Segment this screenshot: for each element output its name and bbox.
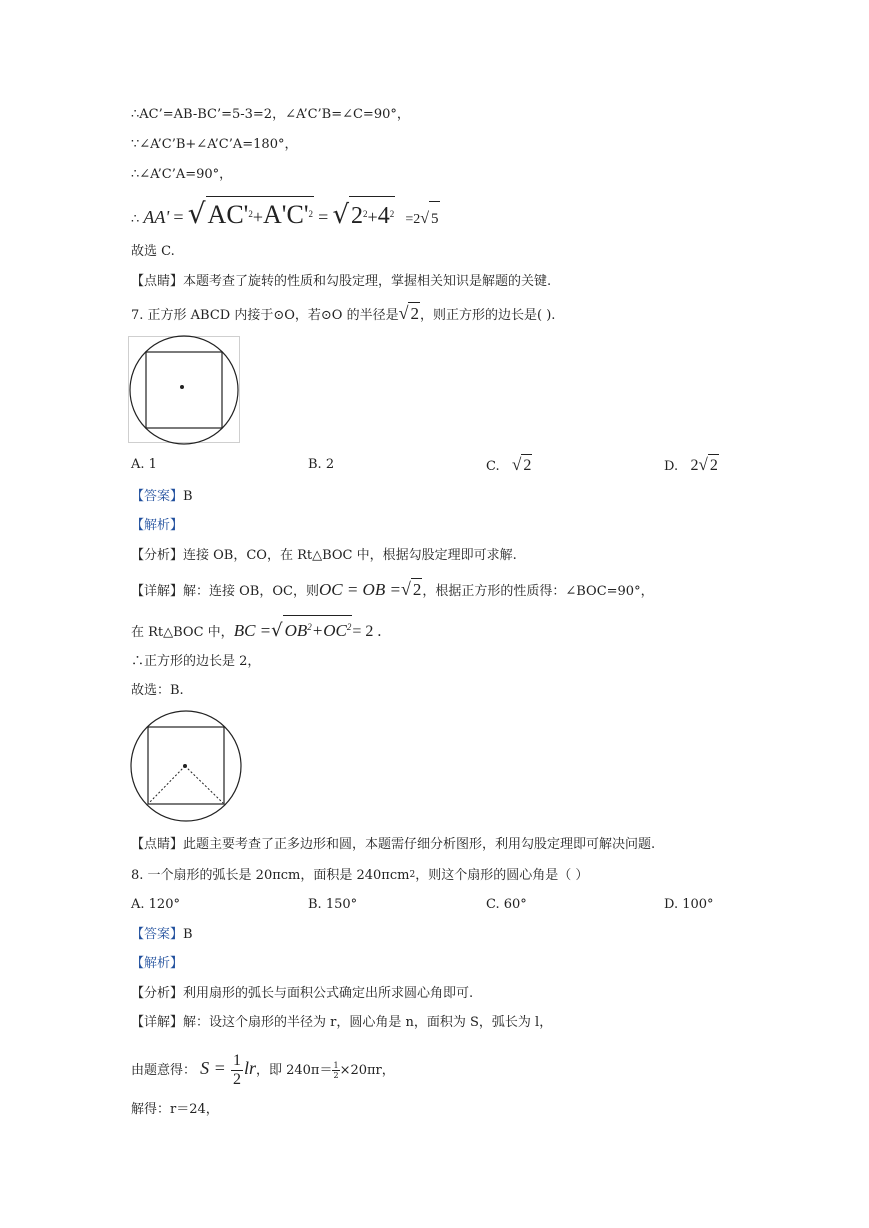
q8-option-c: C. 60° <box>486 897 527 912</box>
answer-value-8: B <box>183 927 193 942</box>
dianjing-text: 本题考查了旋转的性质和勾股定理，掌握相关知识是解题的关键. <box>183 274 552 289</box>
text-line-5: 故选 C. <box>131 244 175 259</box>
q8-formula-line <box>131 1046 395 1090</box>
q8-option-b: B. 150° <box>308 897 358 912</box>
q8-jiexi: 【解析】 <box>131 956 184 971</box>
q8-fraction-big <box>231 1052 243 1089</box>
plus-sign-2: + <box>367 207 378 227</box>
dianjing-1 <box>131 273 551 291</box>
bc-rhs: = 2 . <box>352 623 382 640</box>
q8-formula-mid: ，即 240π＝ <box>255 1063 333 1078</box>
q7-fenxi <box>131 547 517 565</box>
fenxi-label-8: 【分析】 <box>131 986 184 1001</box>
q7-option-d-radicand: 2 <box>708 454 719 477</box>
q7-jiexi: 【解析】 <box>131 518 184 533</box>
bc-exp-a: 2 <box>307 622 312 632</box>
segment-oc <box>185 766 223 803</box>
question-8 <box>131 866 588 885</box>
q8-sup: 2 <box>409 870 416 880</box>
q7-bc-line <box>131 615 381 644</box>
q7-option-c-sqrt: √ 2 <box>512 454 532 477</box>
dianjing-label-2: 【点睛】 <box>131 837 184 852</box>
xiangjie-math: OC = OB = <box>318 580 401 599</box>
center-point <box>180 385 184 389</box>
q7-xiangjie <box>131 578 654 603</box>
dianjing-text-2: 此题主要考查了正多边形和圆，本题需仔细分析图形，利用勾股定理即可解决问题. <box>183 837 656 852</box>
q8-fraction-big-den: 2 <box>232 1071 241 1088</box>
q8-text-a: 8. 一个扇形的弧长是 20πcm，面积是 240πcm <box>131 868 410 883</box>
bc-plus: + <box>311 621 324 640</box>
radicand-5: 5 <box>429 201 440 236</box>
q8-xiangjie <box>131 1014 552 1032</box>
q8-fraction-big-num: 1 <box>232 1052 241 1069</box>
figure-circle-square-2 <box>128 710 242 824</box>
fenxi-text-8: 利用扇形的弧长与面积公式确定出所求圆心角即可. <box>183 986 474 1001</box>
num-2: 2 <box>351 203 364 229</box>
q7-sqrt: √ 2 <box>398 303 419 323</box>
q8-line3: 解得：r＝24， <box>131 1102 219 1117</box>
bc-line-text: 在 Rt△BOC 中， <box>131 625 234 640</box>
equals-sign: = <box>173 207 184 227</box>
fenxi-label: 【分析】 <box>131 548 184 563</box>
q8-formula-var: lr <box>243 1058 256 1078</box>
q8-fraction-small-den: 2 <box>333 1071 339 1080</box>
q8-fraction-small <box>332 1061 339 1080</box>
fenxi-text: 连接 OB，CO，在 Rt△BOC 中，根据勾股定理即可求解. <box>183 548 517 563</box>
q7-option-d <box>664 454 719 478</box>
q7-answer <box>131 488 193 506</box>
q8-formula-lhs: S = <box>200 1058 226 1078</box>
sqrt-5: √ 5 <box>420 201 439 236</box>
equals-sign-2: = <box>318 207 329 227</box>
q7-option-d-coef: 2 <box>690 457 699 474</box>
xiangjie-text-8: 解：设这个扇形的半径为 r，圆心角是 n，面积为 S，弧长为 l， <box>183 1015 553 1030</box>
q7-option-a: A. 1 <box>131 457 157 472</box>
answer-value: B <box>183 489 193 504</box>
therefore-symbol: ∴ <box>131 212 140 227</box>
q7-line3: ∴正方形的边长是 2， <box>131 654 261 669</box>
q7-dianjing <box>131 836 655 854</box>
result-coef: =2 <box>405 212 421 227</box>
q7-text-b: ，则正方形的边长是( ). <box>419 308 556 323</box>
square <box>146 352 222 428</box>
xiangjie-radicand: 2 <box>412 580 422 599</box>
segment-ob <box>149 766 185 803</box>
q8-option-d: D. 100° <box>664 897 714 912</box>
q7-radicand: 2 <box>410 304 419 323</box>
bc-term-oc: OC <box>323 621 347 640</box>
term-ac: AC' <box>207 200 249 229</box>
q7-text-a: 7. 正方形 ABCD 内接于⊙O，若⊙O 的半径是 <box>131 308 399 323</box>
term-a-c: A'C' <box>263 200 309 229</box>
exp-2: 2 <box>308 209 314 219</box>
q8-formula-prefix: 由题意得： <box>131 1063 197 1078</box>
figure-circle-square-1 <box>128 336 242 444</box>
exp-1: 2 <box>248 209 253 219</box>
q7-option-c-label: C. <box>486 459 500 474</box>
q8-text-b: ，则这个扇形的圆心角是（ ） <box>415 868 589 883</box>
q7-line4: 故选：B. <box>131 683 184 698</box>
bc-lhs: BC = <box>233 621 272 640</box>
answer-label-8: 【答案】 <box>131 927 184 942</box>
formula-lhs: AA' <box>143 207 170 227</box>
answer-label: 【答案】 <box>131 489 184 504</box>
q8-answer <box>131 926 193 944</box>
text-line-1: ∴AC’=AB-BC’=5-3=2，∠A’C’B=∠C=90°， <box>131 107 410 122</box>
q7-option-d-label: D. <box>664 459 679 474</box>
q8-option-a: A. 120° <box>131 897 180 912</box>
sqrt-2-4: $√2^2+4^2$ <box>332 196 395 237</box>
bc-term-ob: OB <box>284 621 308 640</box>
xiangjie-label-8: 【详解】 <box>131 1015 184 1030</box>
plus-sign: + <box>252 207 264 227</box>
xiangjie-text-a: 解：连接 OB，OC，则 <box>183 584 319 599</box>
bc-sqrt: √ $OB^2+OC^2$ <box>271 615 352 644</box>
xiangjie-text-b: ，根据正方形的性质得：∠BOC=90°， <box>422 584 654 599</box>
xiangjie-sqrt: √ 2 <box>400 579 422 599</box>
question-7 <box>131 302 555 327</box>
q8-fraction-small-num: 1 <box>333 1061 339 1070</box>
exp-3: 2 <box>363 209 368 219</box>
q8-formula-end: ×20πr， <box>339 1063 395 1078</box>
sqrt-ac-ac: $√AC'^2+A'C'^2$ <box>188 196 314 237</box>
q7-option-d-sqrt: √ 2 <box>699 454 719 477</box>
formula-aa <box>131 196 440 230</box>
q7-option-b: B. 2 <box>308 457 335 472</box>
bc-exp-b: 2 <box>346 622 352 632</box>
q7-option-c <box>486 454 532 478</box>
xiangjie-label: 【详解】 <box>131 584 184 599</box>
num-4: 4 <box>377 203 390 229</box>
exp-4: 2 <box>389 209 395 219</box>
dianjing-label: 【点睛】 <box>131 274 184 289</box>
text-line-3: ∴∠A’C’A=90°， <box>131 167 233 182</box>
text-line-2: ∵∠A’C’B+∠A’C’A=180°， <box>131 137 298 152</box>
q7-option-c-radicand: 2 <box>521 454 532 477</box>
q8-fenxi <box>131 985 473 1003</box>
